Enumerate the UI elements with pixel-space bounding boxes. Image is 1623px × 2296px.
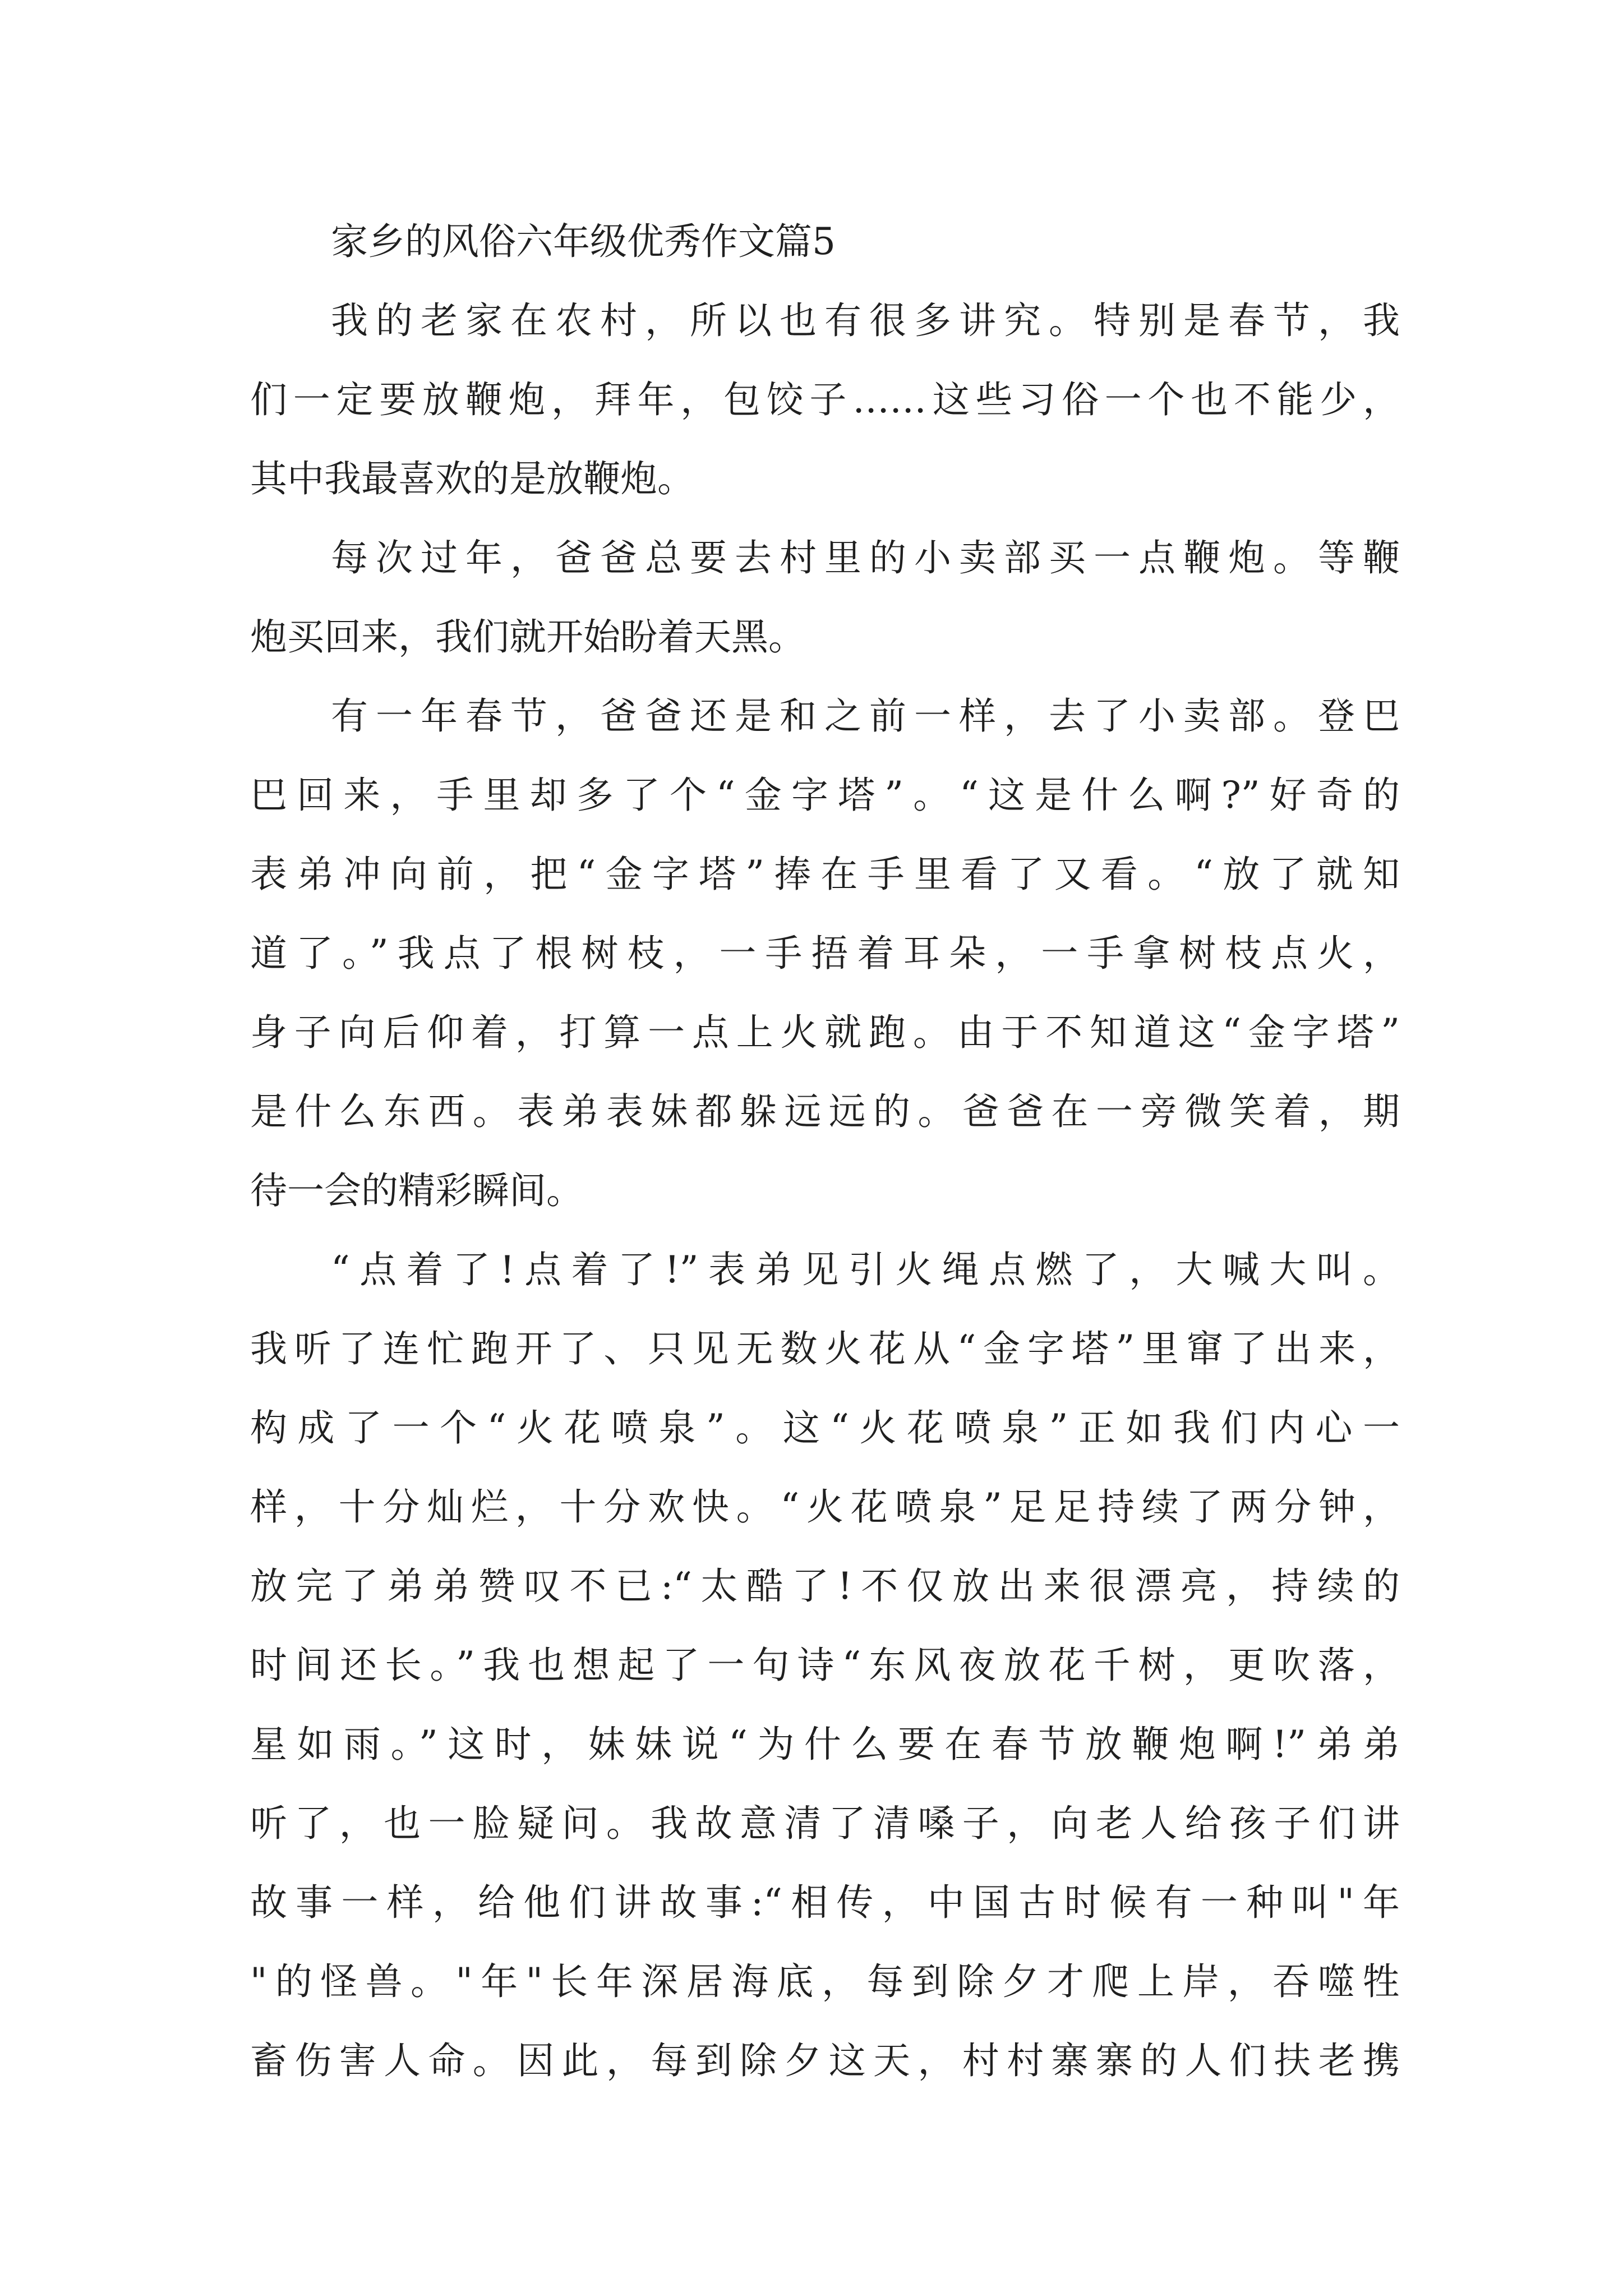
document-body bbox=[250, 202, 1400, 2100]
body-line: 畜伤害人命。因此，每到除夕这天，村村寨寨的人们扶老携 bbox=[250, 2039, 1400, 2082]
body-line: 表弟冲向前，把“金字塔”捧在手里看了又看。“放了就知 bbox=[250, 853, 1400, 896]
body-line: 我的老家在农村，所以也有很多讲究。特别是春节，我 bbox=[331, 299, 1400, 342]
body-line: "的怪兽。"年"长年深居海底，每到除夕才爬上岸，吞噬牲 bbox=[250, 1960, 1400, 2003]
body-line: 故事一样，给他们讲故事:“相传，中国古时候有一种叫"年 bbox=[250, 1881, 1400, 1924]
body-line: 们一定要放鞭炮，拜年，包饺子……这些习俗一个也不能少， bbox=[250, 378, 1400, 421]
body-line: 其中我最喜欢的是放鞭炮。 bbox=[250, 457, 694, 500]
body-line: 是什么东西。表弟表妹都躲远远的。爸爸在一旁微笑着，期 bbox=[250, 1090, 1400, 1133]
body-line: 身子向后仰着，打算一点上火就跑。由于不知道这“金字塔” bbox=[250, 1011, 1400, 1054]
body-line: 样，十分灿烂，十分欢快。“火花喷泉”足足持续了两分钟， bbox=[250, 1485, 1400, 1529]
body-line: 巴回来，手里却多了个“金字塔”。“这是什么啊?”好奇的 bbox=[250, 774, 1400, 817]
body-line: 待一会的精彩瞬间。 bbox=[250, 1169, 583, 1212]
body-line: 构成了一个“火花喷泉”。这“火花喷泉”正如我们内心一 bbox=[250, 1406, 1400, 1450]
body-line: 炮买回来，我们就开始盼着天黑。 bbox=[250, 615, 805, 659]
body-line: 时间还长。”我也想起了一句诗“东风夜放花千树，更吹落， bbox=[250, 1644, 1400, 1687]
body-line: 放完了弟弟赞叹不已:“太酷了!不仅放出来很漂亮，持续的 bbox=[250, 1565, 1400, 1608]
document-title: 家乡的风俗六年级优秀作文篇5 bbox=[331, 220, 836, 263]
body-line: “点着了!点着了!”表弟见引火绳点燃了，大喊大叫。 bbox=[331, 1248, 1400, 1291]
body-line: 我听了连忙跑开了、只见无数火花从“金字塔”里窜了出来， bbox=[250, 1327, 1400, 1370]
body-line: 有一年春节，爸爸还是和之前一样，去了小卖部。登巴 bbox=[331, 694, 1400, 738]
body-line: 星如雨。”这时，妹妹说“为什么要在春节放鞭炮啊!”弟弟 bbox=[250, 1723, 1400, 1766]
body-line: 道了。”我点了根树枝，一手捂着耳朵，一手拿树枝点火， bbox=[250, 932, 1400, 975]
body-line: 听了，也一脸疑问。我故意清了清嗓子，向老人给孩子们讲 bbox=[250, 1802, 1400, 1845]
body-line: 每次过年，爸爸总要去村里的小卖部买一点鞭炮。等鞭 bbox=[331, 536, 1400, 579]
